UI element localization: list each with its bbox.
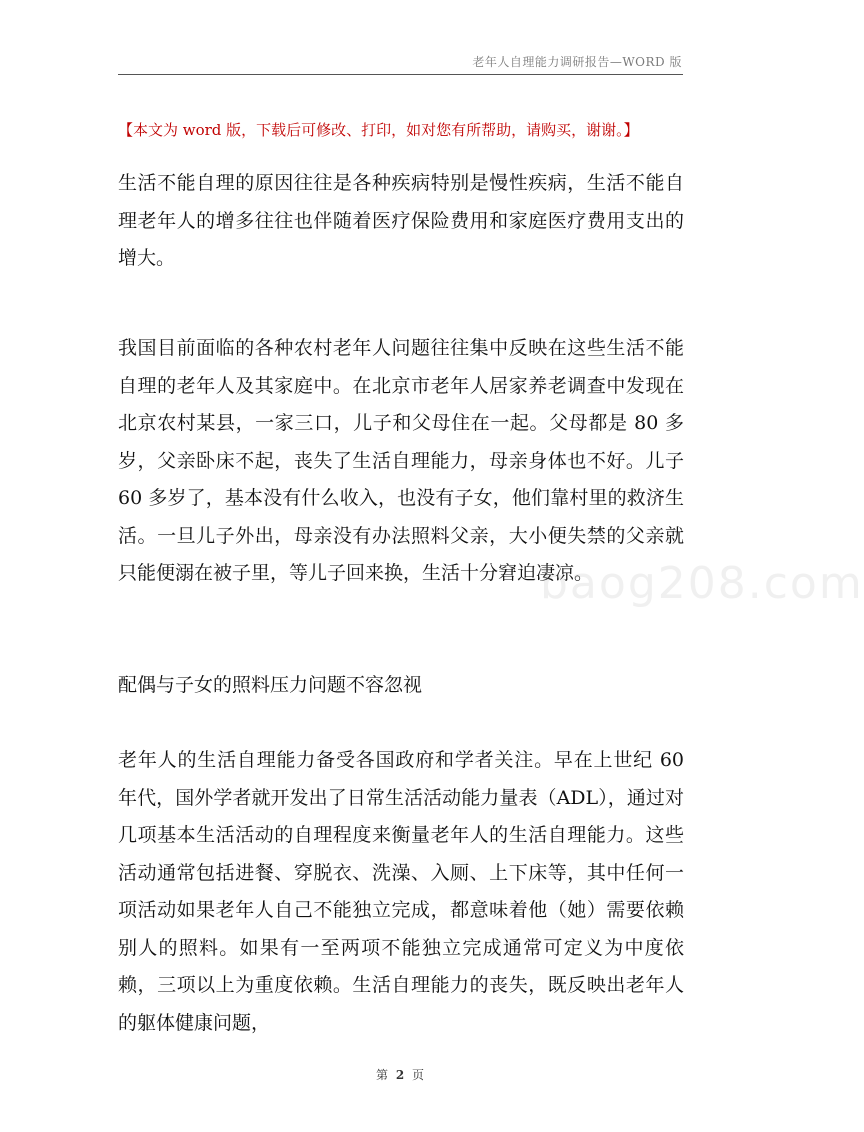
header-divider (118, 74, 683, 75)
footer-prefix: 第 (375, 1068, 388, 1082)
download-notice: 【本文为 word 版，下载后可修改、打印，如对您有所帮助，请购买，谢谢。】 (118, 121, 639, 139)
watermark: baog208.com (540, 558, 864, 609)
footer-suffix: 页 (412, 1068, 425, 1082)
paragraph-4: 老年人的生活自理能力备受各国政府和学者关注。早在上世纪 60 年代，国外学者就开发出了日常生活活动能力量表（ADL），通过对几项基本生活活动的自理程度来衡量老年人的生活自理能力。这些活动通常包括进餐、穿脱衣、洗澡、入厕、上下床等，其中任何一项活动如果老年人自己不能独立完成，都意味着他（她）需要依赖别人的照料。如果有一至两项不能独立完成通常可定义为中度依赖，三项以上为重度依赖。生活自理能力的丧失，既反映出老年人的躯体健康问题， (118, 749, 684, 1034)
paragraph-1: 生活不能自理的原因往往是各种疾病特别是慢性疾病，生活不能自理老年人的增多往往也伴随着医疗保险费用和家庭医疗费用支出的增大。 (118, 172, 684, 269)
paragraph-2: 我国目前面临的各种农村老年人问题往往集中反映在这些生活不能自理的老年人及其家庭中。在北京市老年人居家养老调查中发现在北京农村某县，一家三口，儿子和父母住在一起。父母都是 80 多岁，父亲卧床不起，丧失了生活自理能力，母亲身体也不好。儿子 60 多岁了，基本没有什么收入，也没有子女，他们靠村里的救济生活。一旦儿子外出，母亲没有办法照料父亲，大小便失禁的父亲就只能便溺在被子里，等儿子回来换，生活十分窘迫凄凉。 (118, 337, 684, 584)
page-number: 2 (395, 1068, 405, 1082)
page-footer (0, 1066, 800, 1083)
section-heading: 配偶与子女的照料压力问题不容忽视 (118, 674, 423, 696)
header-title: 老年人自理能力调研报告—WORD 版 (472, 55, 682, 69)
